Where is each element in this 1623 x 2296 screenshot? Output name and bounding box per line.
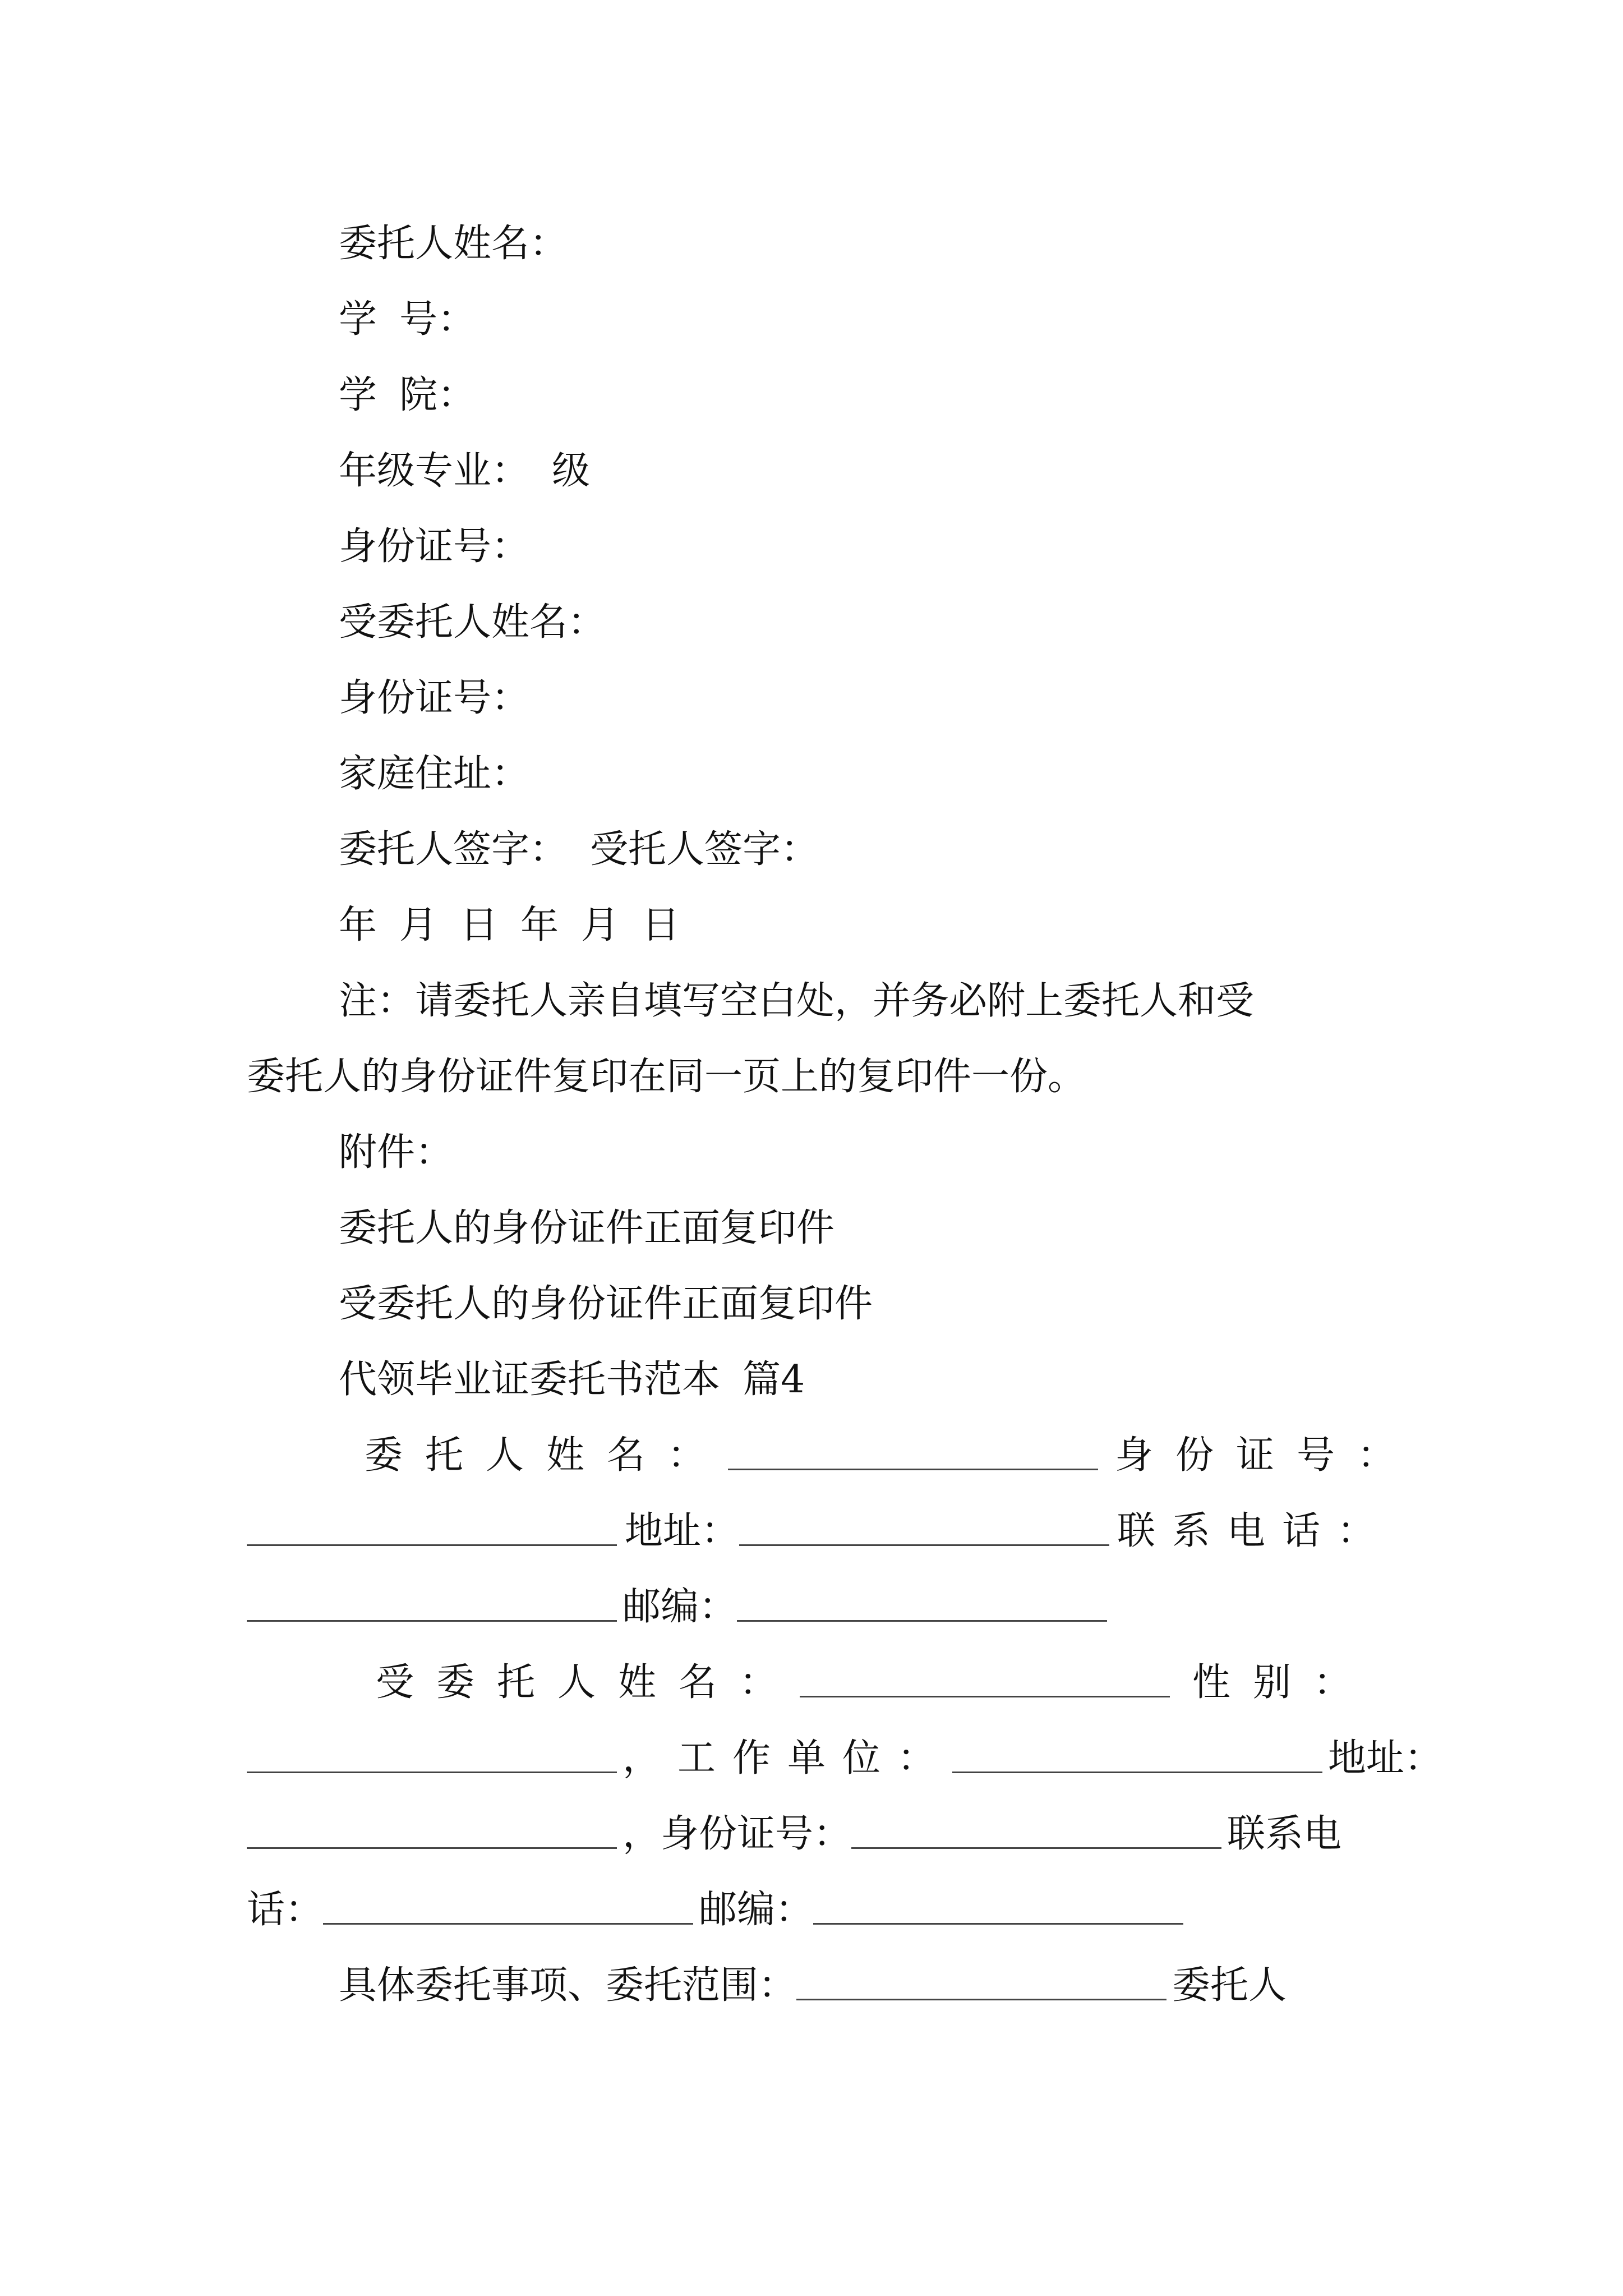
blank-agent-address[interactable]	[247, 1814, 617, 1849]
form-row-3: 邮编：	[247, 1582, 1107, 1632]
line-attachment-agent-id: 受委托人的身份证件正面复印件	[339, 1282, 873, 1326]
blank-principal-phone[interactable]	[247, 1586, 617, 1622]
form-row-7: 话： 邮编：	[247, 1885, 1183, 1935]
note-paragraph-line-1: 注：请委托人亲自填写空白处，并务必附上委托人和受	[339, 979, 1255, 1023]
line-grade-major: 年级专业： 级	[339, 449, 591, 493]
form-row-2: 地址： 联系电话：	[247, 1506, 1392, 1557]
line-principal-name: 委托人姓名：	[339, 222, 568, 266]
line-agent-id-number: 身份证号：	[339, 676, 530, 720]
blank-agent-postcode[interactable]	[813, 1889, 1183, 1925]
line-student-number: 学 号：	[339, 297, 476, 342]
line-dates: 年 月 日 年 月 日	[339, 903, 680, 947]
blank-entrusted-matters[interactable]	[796, 1965, 1166, 2000]
line-attachment-principal-id: 委托人的身份证件正面复印件	[339, 1206, 835, 1250]
form-row-5: ，工作单位： 地址：	[247, 1733, 1442, 1784]
blank-agent-name[interactable]	[800, 1662, 1170, 1697]
blank-agent-employer[interactable]	[952, 1738, 1322, 1773]
line-college: 学 院：	[339, 373, 476, 417]
form-row-4: 受委托人姓名： 性别：	[376, 1660, 1375, 1705]
blank-agent-id[interactable]	[851, 1814, 1221, 1849]
blank-principal-name[interactable]	[728, 1435, 1098, 1470]
line-agent-name: 受委托人姓名：	[339, 600, 606, 645]
blank-agent-phone[interactable]	[323, 1889, 693, 1925]
form-row-1: 委托人姓名： 身份证号：	[365, 1433, 1418, 1478]
form-row-6: ，身份证号： 联系电	[247, 1809, 1341, 1860]
line-attachments: 附件：	[339, 1130, 454, 1175]
note-paragraph-line-2: 委托人的身份证件复印在同一页上的复印件一份。	[247, 1055, 1086, 1099]
form-row-8: 具体委托事项、委托范围： 委托人	[339, 1963, 1287, 2008]
line-home-address: 家庭住址：	[339, 752, 530, 796]
line-signatures: 委托人签字： 受托人签字：	[339, 827, 819, 872]
blank-agent-gender[interactable]	[247, 1738, 617, 1773]
blank-principal-id[interactable]	[247, 1511, 617, 1546]
section-heading: 代领毕业证委托书范本 篇4	[339, 1358, 805, 1402]
line-id-number: 身份证号：	[339, 524, 530, 569]
blank-principal-address[interactable]	[739, 1511, 1109, 1546]
blank-principal-postcode[interactable]	[737, 1586, 1107, 1622]
